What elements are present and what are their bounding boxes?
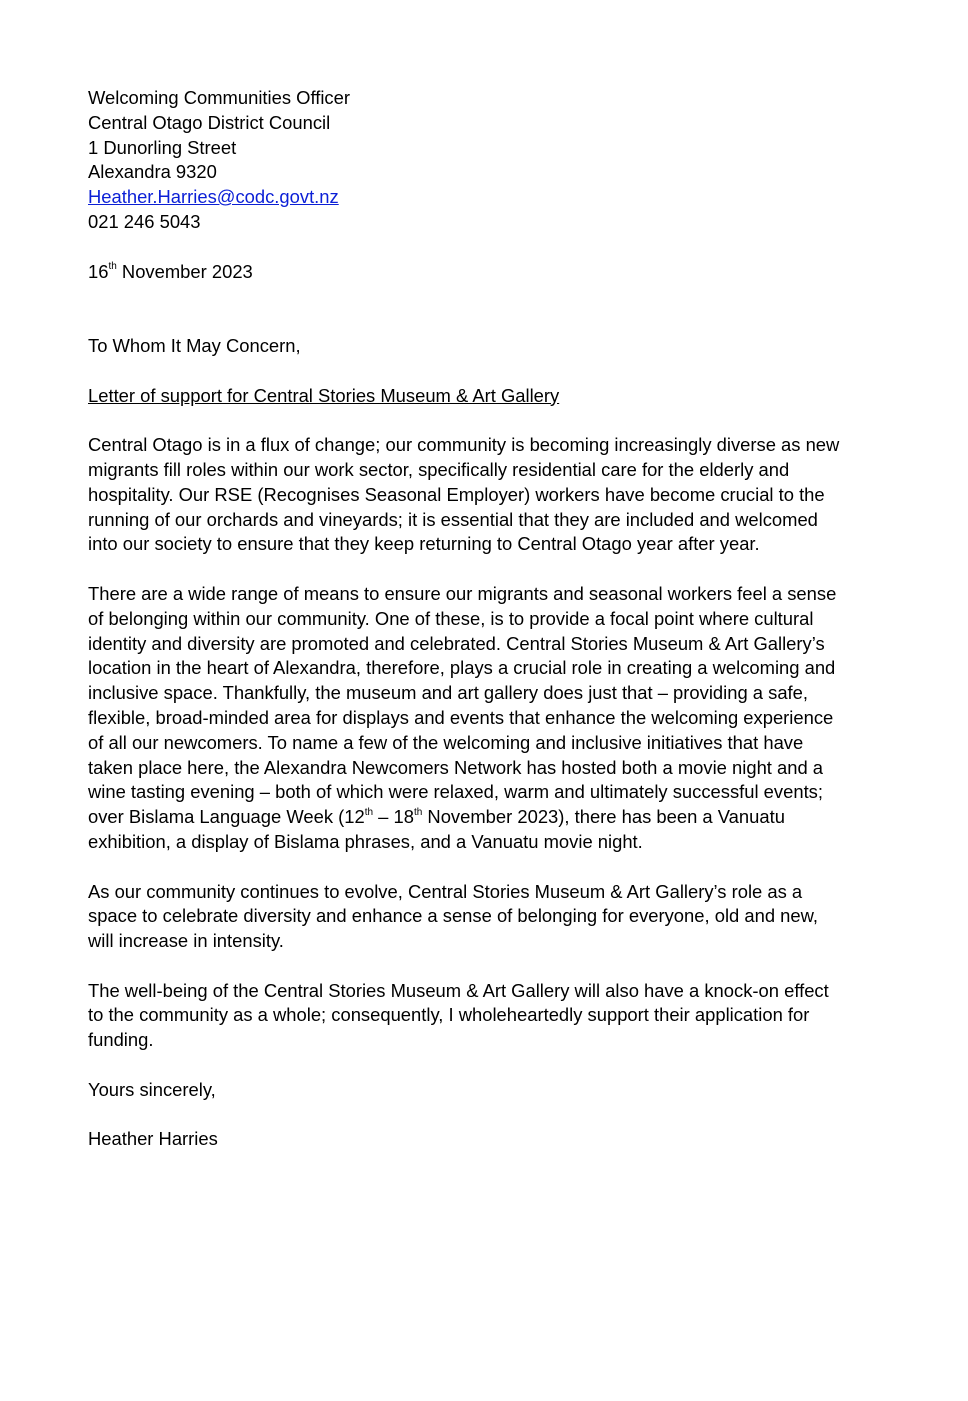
sender-address-block — [88, 86, 888, 235]
paragraph-line: As our community continues to evolve, Central Stories Museum & Art Gallery’s role as a — [88, 880, 803, 902]
body-paragraph-3 — [88, 880, 888, 954]
paragraph-line: The well-being of the Central Stories Museum & Art Gallery will also have a knock-on effect — [88, 979, 829, 1001]
sender-phone: 021 246 5043 — [88, 210, 201, 232]
paragraph-line: inclusive space. Thankfully, the museum and art gallery does just that – providing a safe, — [88, 682, 809, 704]
paragraph-line: of belonging within our community. One of these, is to provide a focal point where cultural — [88, 607, 814, 629]
paragraph-line: wine tasting evening – both of which were relaxed, warm and ultimately successful events; — [88, 781, 823, 803]
sender-organisation: Central Otago District Council — [88, 111, 331, 133]
paragraph-line: space to celebrate diversity and enhance a sense of belonging for everyone, old and new, — [88, 905, 818, 927]
sender-street: 1 Dunorling Street — [88, 136, 237, 158]
salutation: To Whom It May Concern, — [88, 334, 301, 356]
paragraph-line: into our society to ensure that they keep returning to Central Otago year after year. — [88, 533, 760, 555]
paragraph-line: of all our newcomers. To name a few of the welcoming and inclusive initiatives that have — [88, 731, 804, 753]
paragraph-line: running of our orchards and vineyards; it is essential that they are included and welcomed — [88, 508, 818, 530]
letter-subject: Letter of support for Central Stories Museum & Art Gallery — [88, 384, 560, 406]
paragraph-line: flexible, broad-minded area for displays and events that enhance the welcoming experience — [88, 706, 834, 728]
sender-town: Alexandra 9320 — [88, 161, 217, 183]
paragraph-line: to the community as a whole; consequently, I wholeheartedly support their application for — [88, 1004, 810, 1026]
body-paragraph-2 — [88, 582, 888, 855]
paragraph-line-language-week: over Bislama Language Week (12th – 18th November 2023), there has been a Vanuatu — [88, 806, 785, 828]
paragraph-line: There are a wide range of means to ensure our migrants and seasonal workers feel a sense — [88, 582, 837, 604]
signature-name: Heather Harries — [88, 1128, 218, 1150]
closing: Yours sincerely, — [88, 1078, 216, 1100]
body-paragraph-1 — [88, 433, 888, 557]
paragraph-line: taken place here, the Alexandra Newcomers Network has hosted both a movie night and a — [88, 756, 824, 778]
sender-title: Welcoming Communities Officer — [88, 87, 350, 108]
paragraph-line: funding. — [88, 1029, 154, 1051]
paragraph-line: identity and diversity are promoted and celebrated. Central Stories Museum & Art Gallery’s — [88, 632, 825, 654]
paragraph-line: location in the heart of Alexandra, therefore, plays a crucial role in creating a welcoming and — [88, 657, 836, 679]
paragraph-line: hospitality. Our RSE (Recognises Seasonal Employer) workers have become crucial to the — [88, 483, 825, 505]
paragraph-line: migrants fill roles within our work sector, specifically residential care for the elderly and — [88, 458, 790, 480]
paragraph-line: will increase in intensity. — [88, 930, 284, 952]
letter-date: 16th November 2023 — [88, 260, 253, 282]
body-paragraph-4 — [88, 979, 888, 1053]
letter-content — [88, 86, 888, 1152]
paragraph-line: Central Otago is in a flux of change; our community is becoming increasingly diverse as new — [88, 434, 840, 456]
sender-email-link[interactable]: Heather.Harries@codc.govt.nz — [88, 186, 339, 208]
paragraph-line: exhibition, a display of Bislama phrases, and a Vanuatu movie night. — [88, 830, 643, 852]
